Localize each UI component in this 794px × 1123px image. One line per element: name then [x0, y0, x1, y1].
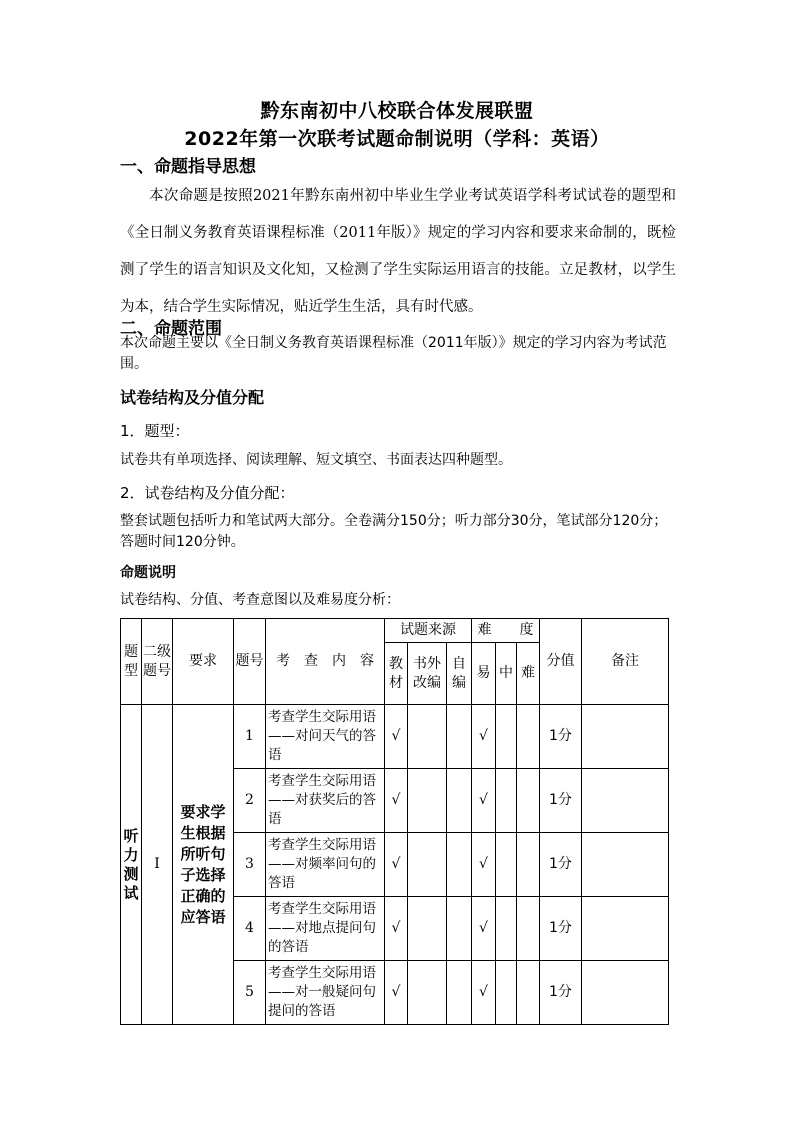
empty-cell: [496, 705, 517, 769]
check-mark: √: [472, 961, 496, 1025]
empty-cell: [447, 769, 472, 833]
analysis-table: [120, 618, 669, 1025]
section1-heading: 一、命题指导思想: [120, 157, 256, 177]
empty-cell: [517, 897, 540, 961]
header-number: 题号: [234, 619, 266, 705]
document-title-line1: 黔东南初中八校联合体发展联盟: [260, 100, 534, 122]
header-remarks: 备注: [582, 619, 669, 705]
table-row: [121, 705, 669, 769]
row-content: 考查学生交际用语——对一般疑问句提问的答语: [266, 961, 385, 1025]
header-source-self: 自编: [447, 643, 472, 705]
header-content: 考 查 内 容: [266, 619, 385, 705]
header-requirement: 要求: [173, 619, 234, 705]
header-type: 题型: [121, 619, 142, 705]
empty-cell: [496, 833, 517, 897]
empty-cell: [517, 833, 540, 897]
row-remarks: [582, 769, 669, 833]
check-mark: √: [472, 769, 496, 833]
row-score: 1分: [540, 833, 582, 897]
empty-cell: [447, 897, 472, 961]
check-mark: √: [472, 705, 496, 769]
empty-cell: [517, 769, 540, 833]
row-remarks: [582, 897, 669, 961]
row-content: 考查学生交际用语——对频率问句的答语: [266, 833, 385, 897]
row-content: 考查学生交际用语——对问天气的答语: [266, 705, 385, 769]
empty-cell: [408, 705, 447, 769]
header-difficulty: 难 度: [472, 619, 540, 643]
empty-cell: [408, 769, 447, 833]
section1-paragraph: 本次命题是按照2021年黔东南州初中毕业生学业考试英语学科考试试卷的题型和《全日制义务教育英语课程标准（2011年版）》规定的学习内容和要求来命制的，既检测了学生的语言知识及文化知，又检测了学生实际运用语言的技能。立足教材，以学生为本，结合学生实际情况，贴近学生生活，具有时代感。: [120, 188, 676, 315]
check-mark: √: [385, 705, 408, 769]
check-mark: √: [472, 833, 496, 897]
row-score: 1分: [540, 769, 582, 833]
row-score: 1分: [540, 961, 582, 1025]
check-mark: √: [385, 961, 408, 1025]
check-mark: √: [385, 897, 408, 961]
empty-cell: [496, 961, 517, 1025]
item1-label: 1．题型：: [120, 422, 190, 440]
row-number: 3: [234, 833, 266, 897]
row-score: 1分: [540, 705, 582, 769]
empty-cell: [496, 769, 517, 833]
document-title-line2: 2022年第一次联考试题命制说明（学科：英语）: [184, 128, 610, 150]
empty-cell: [408, 897, 447, 961]
item1-text: 试卷共有单项选择、阅读理解、短文填空、书面表达四种题型。: [120, 452, 512, 468]
item2-label: 2．试卷结构及分值分配：: [120, 484, 295, 502]
empty-cell: [517, 705, 540, 769]
empty-cell: [408, 833, 447, 897]
row-remarks: [582, 705, 669, 769]
empty-cell: [447, 833, 472, 897]
empty-cell: [447, 961, 472, 1025]
empty-cell: [517, 961, 540, 1025]
row-number: 2: [234, 769, 266, 833]
header-source-adapted: 书外改编: [408, 643, 447, 705]
structure-heading: 试卷结构及分值分配: [120, 388, 265, 407]
row-remarks: [582, 833, 669, 897]
table-header-row-1: [121, 619, 669, 643]
check-mark: √: [385, 833, 408, 897]
section-requirement-cell: 要求学生根据所听句子选择正确的应答语: [173, 705, 234, 1025]
header-easy: 易: [472, 643, 496, 705]
section-type-cell: 听力测试: [121, 705, 142, 1025]
header-subtype: 二级题号: [142, 619, 173, 705]
header-source: 试题来源: [385, 619, 472, 643]
notes-heading: 命题说明: [120, 565, 176, 581]
row-number: 4: [234, 897, 266, 961]
empty-cell: [408, 961, 447, 1025]
section2-heading: 二、命题范围: [120, 319, 222, 339]
notes-text: 试卷结构、分值、考查意图以及难易度分析：: [120, 592, 400, 608]
row-score: 1分: [540, 897, 582, 961]
check-mark: √: [385, 769, 408, 833]
section2-paragraph: 本次命题主要以《全日制义务教育英语课程标准（2011年版）》规定的学习内容为考试范围。: [120, 335, 667, 372]
row-content: 考查学生交际用语——对地点提问句的答语: [266, 897, 385, 961]
header-score: 分值: [540, 619, 582, 705]
header-medium: 中: [496, 643, 517, 705]
row-remarks: [582, 961, 669, 1025]
check-mark: √: [472, 897, 496, 961]
section-subtype-cell: Ⅰ: [142, 705, 173, 1025]
header-source-textbook: 教材: [385, 643, 408, 705]
item2-text: 整套试题包括听力和笔试两大部分。全卷满分150分；听力部分30分，笔试部分120分；答题时间120分钟。: [120, 513, 668, 550]
row-number: 1: [234, 705, 266, 769]
row-number: 5: [234, 961, 266, 1025]
row-content: 考查学生交际用语——对获奖后的答语: [266, 769, 385, 833]
empty-cell: [447, 705, 472, 769]
header-hard: 难: [517, 643, 540, 705]
empty-cell: [496, 897, 517, 961]
